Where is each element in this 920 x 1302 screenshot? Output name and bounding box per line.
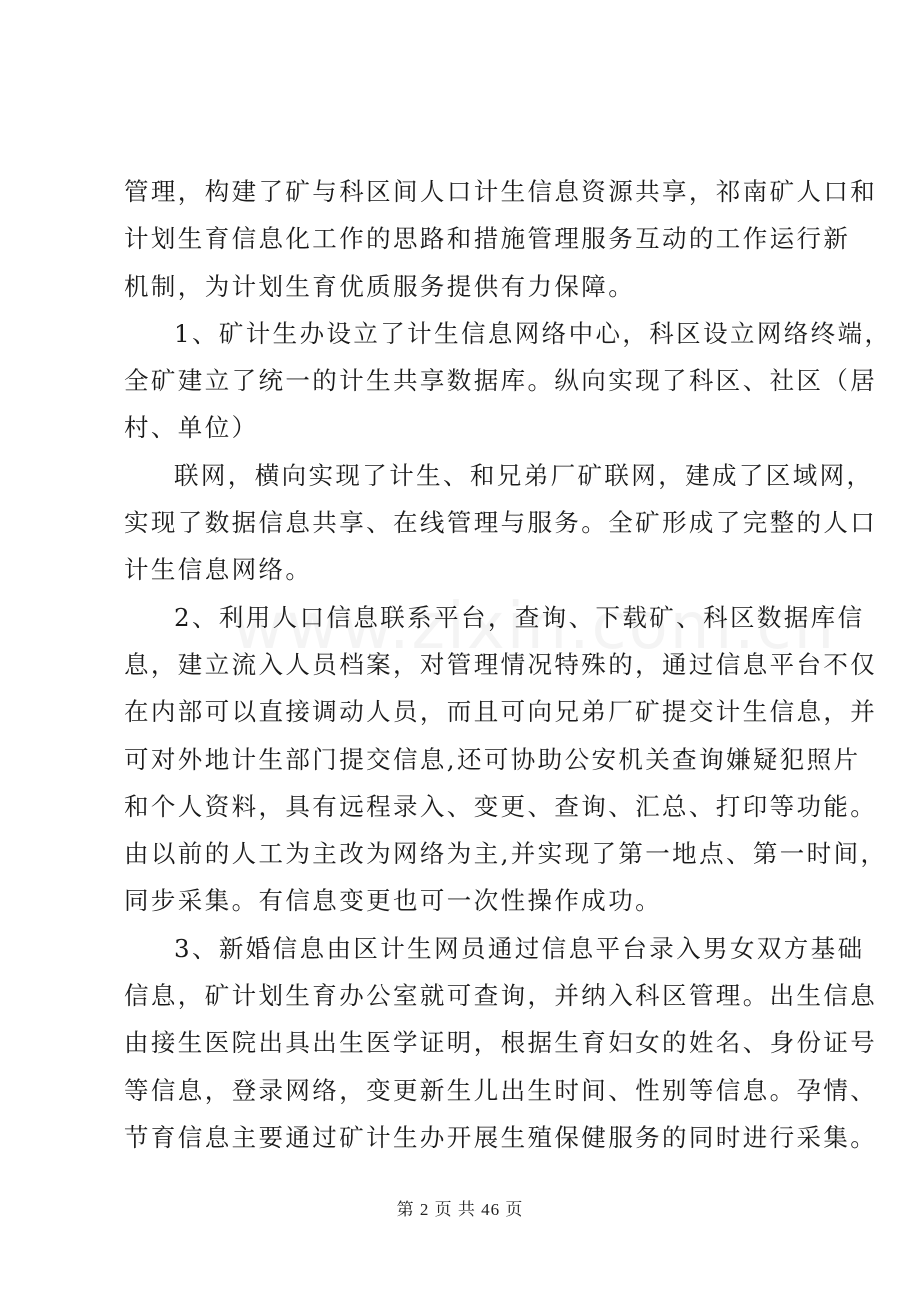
paragraph-line: 全矿建立了统一的计生共享数据库。纵向实现了科区、社区（居 xyxy=(124,366,878,396)
paragraph-line: 1、矿计生办设立了计生信息网络中心，科区设立网络终端， xyxy=(174,318,892,348)
paragraph-line: 信息，矿计划生育办公室就可查询，并纳入科区管理。出生信息 xyxy=(124,981,878,1011)
paragraph-line: 在内部可以直接调动人员，而且可向兄弟厂矿提交计生信息，并 xyxy=(124,697,878,727)
paragraph-line: 实现了数据信息共享、在线管理与服务。全矿形成了完整的人口 xyxy=(124,508,878,538)
watermark xyxy=(232,590,836,664)
paragraph-line: 节育信息主要通过矿计生办开展生殖保健服务的同时进行采集。 xyxy=(124,1122,878,1152)
paragraph-line: 机制，为计划生育优质服务提供有力保障。 xyxy=(124,271,636,301)
paragraph-line: 联网，横向实现了计生、和兄弟厂矿联网，建成了区域网， xyxy=(174,460,874,490)
document-body xyxy=(124,168,892,1161)
paragraph-line: 计划生育信息化工作的思路和措施管理服务互动的工作运行新 xyxy=(124,224,851,254)
paragraph-line: 计生信息网络。 xyxy=(124,555,313,585)
paragraph-line: 由接生医院出具出生医学证明，根据生育妇女的姓名、身份证号 xyxy=(124,1028,878,1058)
paragraph-line: 由以前的人工为主改为网络为主,并实现了第一地点、第一时间， xyxy=(124,839,888,869)
paragraph-line: 息，建立流入人员档案，对管理情况特殊的，通过信息平台不仅 xyxy=(124,649,878,679)
page-footer: 第 2 页 共 46 页 xyxy=(396,1200,524,1219)
paragraph-line: 同步采集。有信息变更也可一次性操作成功。 xyxy=(124,886,662,916)
paragraph-line: 管理，构建了矿与科区间人口计生信息资源共享，祁南矿人口和 xyxy=(124,177,878,206)
paragraph-line: 可对外地计生部门提交信息,还可协助公安机关查询嫌疑犯照片 xyxy=(124,744,861,774)
paragraph-line: 和个人资料，具有远程录入、变更、查询、汇总、打印等功能。 xyxy=(124,791,878,821)
paragraph-line: 2、利用人口信息联系平台，查询、下载矿、科区数据库信 xyxy=(174,602,865,632)
paragraph-line: 村、单位） xyxy=(124,413,259,443)
paragraph-line: 等信息，登录网络，变更新生儿出生时间、性别等信息。孕情、 xyxy=(124,1075,878,1105)
paragraph-line: 3、新婚信息由区计生网员通过信息平台录入男女双方基础 xyxy=(174,933,865,963)
